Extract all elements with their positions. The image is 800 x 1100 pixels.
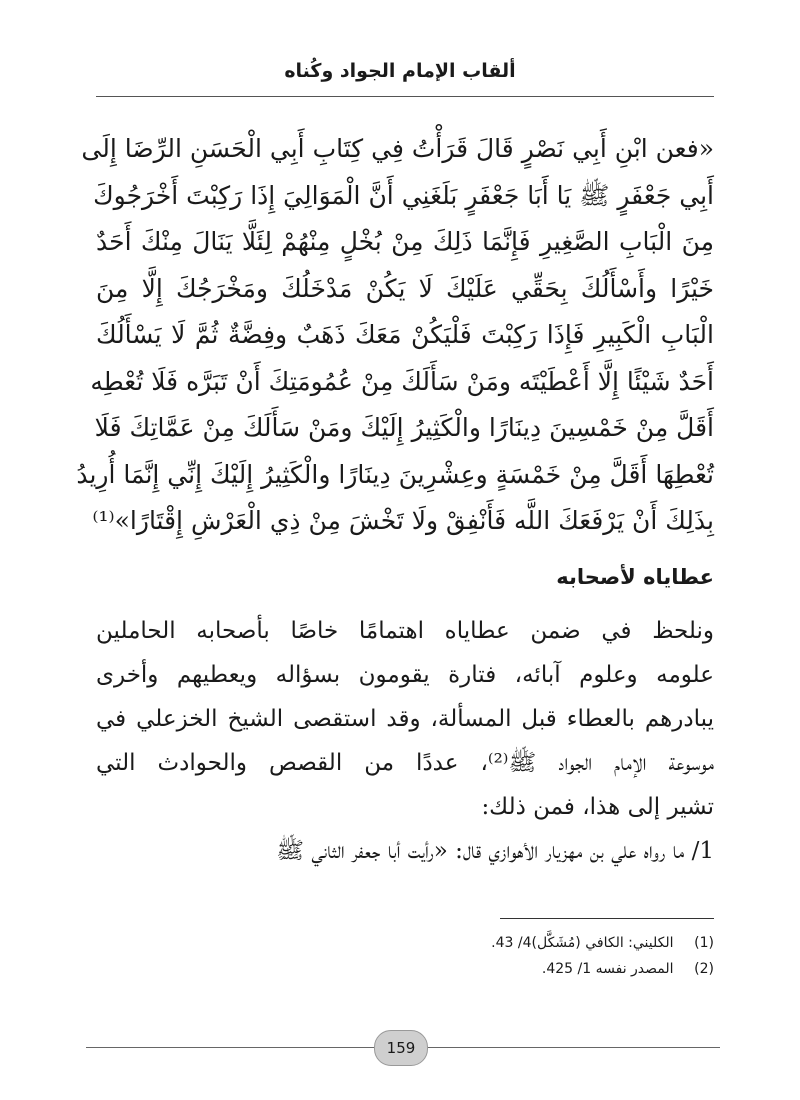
paragraph-line: تشير إلى هذا، فمن ذلك:: [481, 793, 714, 820]
hadith-line: «فعن ابْنِ أَبِي نَصْرٍ قَالَ قَرَأْتُ فِي كِتَابِ أَبِي الْحَسَنِ الرِّضَا إِلَى: [81, 134, 714, 163]
footnote: [96, 930, 714, 956]
section-heading: عطاياه لأصحابه: [556, 564, 714, 589]
hadith-quote: [76, 126, 714, 545]
page-number: 159: [374, 1030, 428, 1066]
footnote: [96, 956, 714, 982]
paragraph-line: ونلحظ في ضمن عطاياه اهتمامًا خاصًا بأصحابه الحاملين: [96, 617, 714, 644]
section-paragraph: [96, 609, 714, 873]
footnotes: [96, 930, 714, 982]
footnote-number: (1): [694, 935, 714, 951]
footnote-number: (2): [694, 961, 714, 977]
paragraph-line: موسوعة الإمام الجواد ﷺ⁽²⁾، عددًا من القصص والحوادث التي: [96, 749, 714, 776]
hadith-line: مِنَ الْبَابِ الصَّغِيرِ فَإِنَّمَا ذَلِكَ مِنْ بُخْلٍ مِنْهُمْ لِئَلَّا يَنَالَ مِنْكَ أَحَدٌ: [96, 227, 714, 256]
running-header: ألقاب الإمام الجواد وكُناه: [284, 60, 516, 82]
hadith-line: أَبِي جَعْفَرٍ ﷺ يَا أَبَا جَعْفَرٍ بَلَغَنِي أَنَّ الْمَوَالِيَ إِذَا رَكِبْتَ أَخْرَجُوكَ: [93, 180, 714, 210]
header-divider: [96, 96, 714, 97]
footnote-text: المصدر نفسه 1/ 425.: [541, 961, 674, 977]
paragraph-line: يبادرهم بالعطاء قبل المسألة، وقد استقصى الشيخ الخزعلي في: [96, 705, 714, 732]
footnote-divider: [500, 918, 714, 919]
hadith-line: خَيْرًا وأَسْأَلُكَ بِحَقِّي عَلَيْكَ لَا يَكُنْ مَدْخَلُكَ ومَخْرَجُكَ إِلَّا مِنَ: [96, 273, 714, 303]
hadith-line: أَقَلَّ مِنْ خَمْسِينَ دِينَارًا والْكَثِيرُ إِلَيْكَ ومَنْ سَأَلَكَ مِنْ عَمَّاتِكَ فَلَا: [94, 413, 714, 442]
hadith-line: أَحَدٌ شَيْئًا إِلَّا أَعْطَيْتَه ومَنْ سَأَلَكَ مِنْ عُمُومَتِكَ أَنْ تَبَرَّه فَلَا تُعْطِه: [90, 366, 714, 396]
hadith-line: تُعْطِهَا أَقَلَّ مِنْ خَمْسَةٍ وعِشْرِينَ دِينَارًا والْكَثِيرُ إِلَيْكَ إِنِّي إِنَّمَا أُرِيدُ: [76, 459, 714, 489]
numbered-item: 1/ ما رواه علي بن مهزيار الأهوازي قال: «رأيت أبا جعفر الثاني ﷺ: [276, 837, 714, 864]
hadith-line: بِذَلِكَ أَنْ يَرْفَعَكَ اللَّه فَأَنْفِقْ ولَا تَخْشَ مِنْ ذِي الْعَرْشِ إِقْتَارًا»⁽¹⁾: [92, 506, 714, 535]
paragraph-line: علومه وعلوم آبائه، فتارة يقومون بسؤاله ويعطيهم وأخرى: [96, 661, 714, 688]
hadith-line: الْبَابِ الْكَبِيرِ فَإِذَا رَكِبْتَ فَلْيَكُنْ مَعَكَ ذَهَبٌ وفِضَّةٌ ثُمَّ لَا يَسْأَلُكَ: [96, 320, 714, 349]
footnote-text: الكليني: الكافي (مُشَكَّل)4/ 43.: [491, 935, 674, 951]
page-body: [76, 126, 714, 873]
